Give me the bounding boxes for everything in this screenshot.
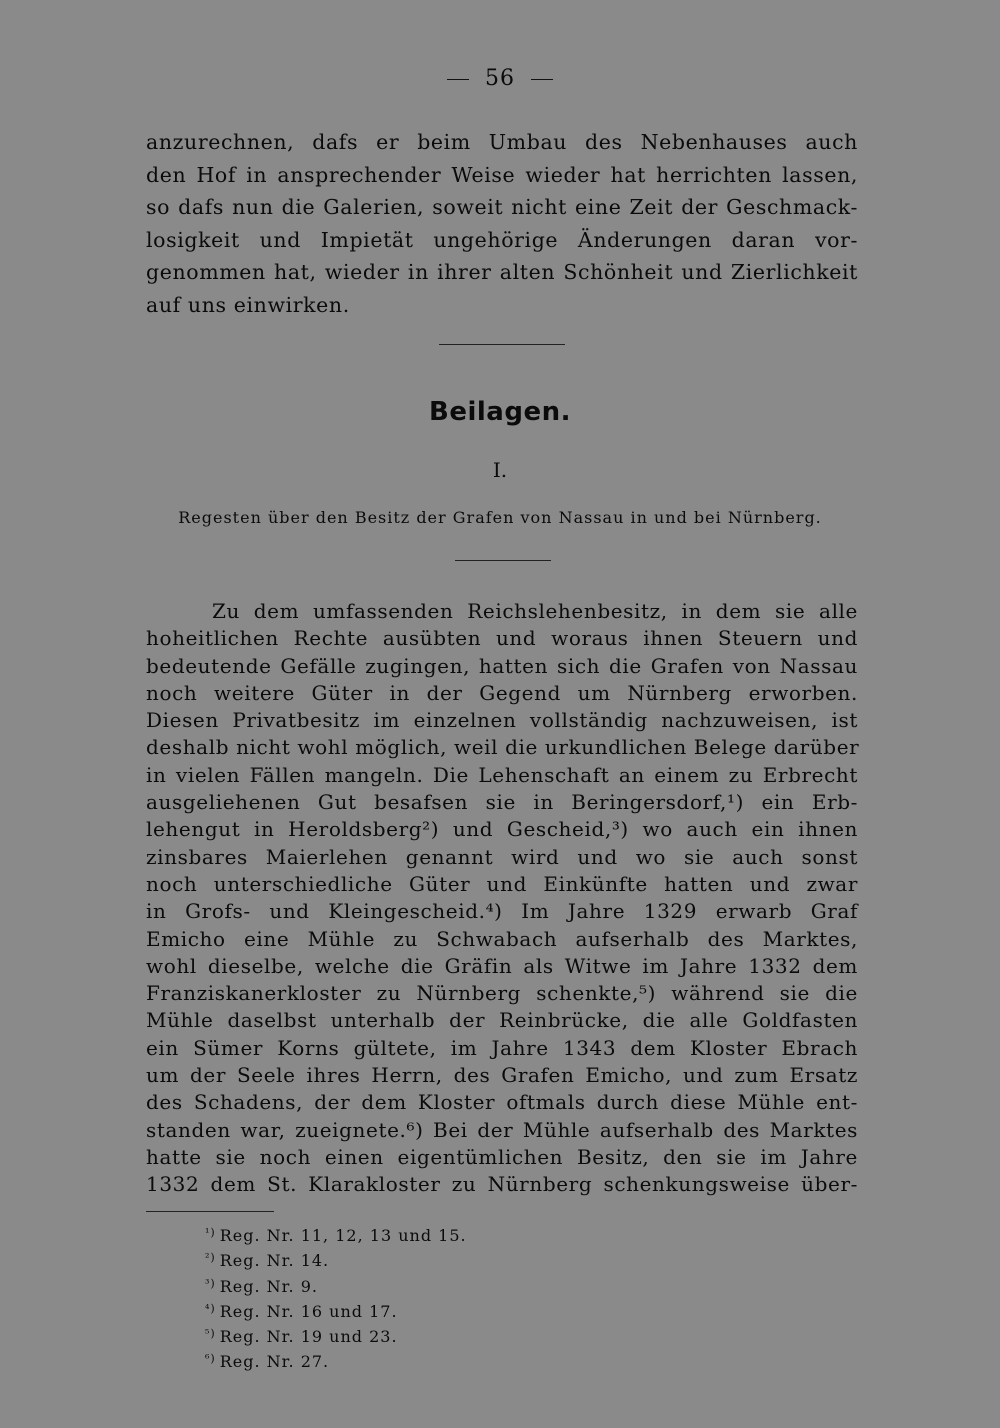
footnote-text: Reg. Nr. 27.: [219, 1352, 330, 1372]
footnote-text: Reg. Nr. 9.: [219, 1276, 318, 1296]
body-line: 1332 dem St. Klarakloster zu Nürnberg schenkungsweise über-: [146, 1172, 858, 1197]
footnote-divider: [146, 1211, 274, 1212]
footnote-marker: ¹): [205, 1226, 216, 1239]
page-number-value: 56: [485, 66, 515, 91]
intro-line: losigkeit und Impietät ungehörige Änderungen daran vor-: [146, 227, 858, 252]
footnote-text: Reg. Nr. 11, 12, 13 und 15.: [219, 1226, 467, 1245]
footnote: [205, 1222, 467, 1247]
subtitle-divider: [455, 560, 551, 561]
intro-paragraph: [146, 126, 858, 321]
body-line: des Schadens, der dem Kloster oftmals durch diese Mühle ent-: [146, 1090, 858, 1115]
body-line: Zu dem umfassenden Reichslehenbesitz, in dem sie alle: [212, 599, 858, 623]
body-line: ein Sümer Korns gültete, im Jahre 1343 dem Kloster Ebrach: [146, 1035, 858, 1060]
intro-line: so dafs nun die Galerien, soweit nicht eine Zeit der Geschmack-: [146, 195, 858, 219]
footnote-text: Reg. Nr. 14.: [219, 1251, 330, 1271]
footnote-text: Reg. Nr. 19 und 23.: [219, 1327, 398, 1347]
section-title: Beilagen.: [429, 397, 571, 427]
body-line: hatte sie noch einen eigentümlichen Besitz, den sie im Jahre: [146, 1144, 858, 1169]
page-number-left-dash: [447, 79, 469, 80]
footnote-marker: ³): [205, 1276, 216, 1290]
body-line: hoheitlichen Rechte ausübten und woraus ihnen Steuern und: [146, 626, 858, 651]
body-line: ausgeliehenen Gut besafsen sie in Beringersdorf,¹) ein Erb-: [146, 790, 858, 815]
footnote-marker: ⁶): [205, 1352, 216, 1366]
page-number-right-dash: [531, 79, 553, 80]
appendix-numeral: I.: [492, 458, 508, 482]
body-line: Mühle daselbst unterhalb der Reinbrücke, die alle Goldfasten: [146, 1008, 858, 1033]
body-line: um der Seele ihres Herrn, des Grafen Emicho, und zum Ersatz: [146, 1063, 858, 1088]
body-line: standen war, zueignete.⁶) Bei der Mühle aufserhalb des Marktes: [146, 1117, 858, 1142]
intro-line: den Hof in ansprechender Weise wieder hat herrichten lassen,: [146, 162, 858, 187]
intro-line: anzurechnen, dafs er beim Umbau des Nebenhauses auch: [146, 130, 858, 154]
footnote: [205, 1247, 467, 1272]
page-number: [0, 66, 1000, 91]
footnote: [205, 1348, 467, 1373]
footnote-marker: ²): [205, 1251, 216, 1265]
footnote: [205, 1273, 467, 1298]
body-line: wohl dieselbe, welche die Gräfin als Witwe im Jahre 1332 dem: [146, 953, 858, 978]
appendix-subtitle: Regesten über den Besitz der Grafen von Nassau in und bei Nürnberg.: [178, 508, 822, 527]
body-line: Emicho eine Mühle zu Schwabach aufserhalb des Marktes,: [146, 926, 858, 951]
footnote: [205, 1323, 467, 1348]
body-line: Franziskanerkloster zu Nürnberg schenkte,⁵) während sie die: [146, 981, 858, 1006]
body-line: in Grofs- und Kleingescheid.⁴) Im Jahre 1329 erwarb Graf: [146, 899, 858, 924]
body-line: lehengut in Heroldsberg²) und Gescheid,³) wo auch ein ihnen: [146, 817, 858, 842]
footnote-marker: ⁴): [205, 1301, 216, 1315]
intro-line: genommen hat, wieder in ihrer alten Schönheit und Zierlichkeit: [146, 260, 858, 284]
footnotes: [205, 1222, 467, 1374]
body-line: in vielen Fällen mangeln. Die Lehenschaft an einem zu Erbrecht: [146, 762, 858, 787]
body-line: Diesen Privatbesitz im einzelnen vollständig nachzuweisen, ist: [146, 708, 858, 733]
intro-line: auf uns einwirken.: [146, 292, 350, 317]
footnote-marker: ⁵): [205, 1327, 216, 1341]
section-divider: [439, 344, 565, 345]
footnote-text: Reg. Nr. 16 und 17.: [219, 1301, 398, 1321]
body-paragraph: [146, 598, 858, 1199]
body-line: bedeutende Gefälle zugingen, hatten sich die Grafen von Nassau: [146, 653, 858, 678]
body-line: deshalb nicht wohl möglich, weil die urkundlichen Belege darüber: [146, 735, 860, 760]
body-line: zinsbares Maierlehen genannt wird und wo sie auch sonst: [146, 844, 858, 869]
body-line: noch unterschiedliche Güter und Einkünfte hatten und zwar: [146, 871, 858, 896]
body-line: noch weitere Güter in der Gegend um Nürnberg erworben.: [146, 680, 858, 705]
footnote: [205, 1298, 467, 1323]
